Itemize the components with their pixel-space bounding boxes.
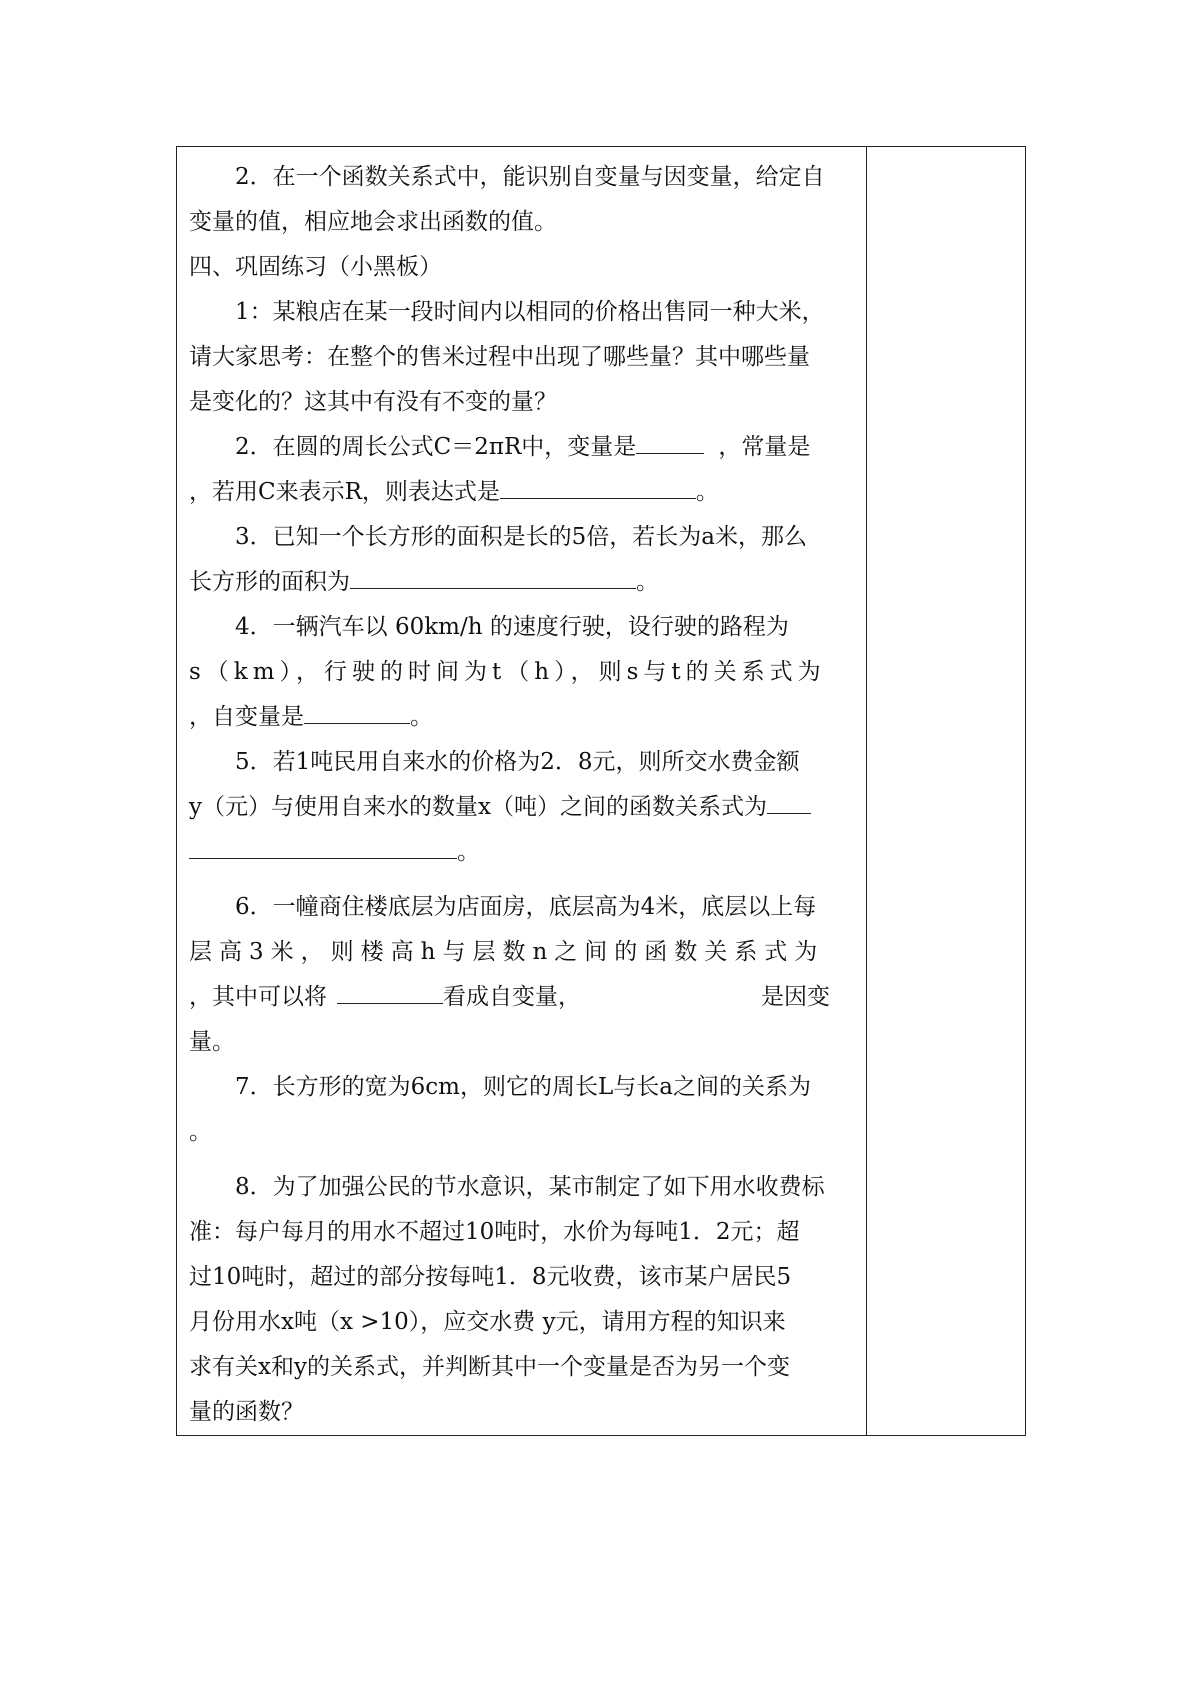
text-line: 2．在一个函数关系式中，能识别自变量与因变量，给定自 xyxy=(235,164,825,190)
question-3-text: 。 xyxy=(636,569,659,595)
question-8-line: 准：每户每月的用水不超过10吨时，水价为每吨1．2元；超 xyxy=(189,1219,800,1245)
answer-blank xyxy=(304,699,410,724)
main-cell xyxy=(189,155,859,1435)
question-8-line: 过10吨时，超过的部分按每吨1．8元收费，该市某户居民5 xyxy=(189,1264,792,1290)
question-4-line xyxy=(189,695,859,740)
question-5-line xyxy=(189,785,859,830)
question-6-text: 是因变 xyxy=(761,984,830,1010)
question-1-line: 1：某粮店在某一段时间内以相同的价格出售同一种大米， xyxy=(235,299,825,325)
question-5-text: y（元）与使用自来水的数量x（吨）之间的函数关系式为 xyxy=(189,794,767,820)
question-2-text: ，若用C来表示R，则表达式是 xyxy=(189,479,500,505)
question-4-line: s（km），行驶的时间为t（h），则s与t的关系式为 xyxy=(189,659,826,685)
answer-blank xyxy=(767,789,811,814)
question-6-line xyxy=(189,975,859,1020)
question-4-line: 4．一辆汽车以 60km/h 的速度行驶，设行驶的路程为 xyxy=(235,614,789,640)
question-5-line xyxy=(189,830,859,875)
column-divider xyxy=(866,147,867,1435)
answer-blank xyxy=(636,429,704,454)
question-6-text: 看成自变量， xyxy=(443,984,581,1010)
question-3-line xyxy=(189,560,859,605)
question-7-line: 。 xyxy=(189,1119,212,1145)
question-2-text: 。 xyxy=(695,479,719,505)
question-7-line: 7．长方形的宽为6cm，则它的周长L与长a之间的关系为 xyxy=(235,1074,811,1100)
question-8-line: 量的函数？ xyxy=(189,1399,304,1425)
question-3-text: 长方形的面积为 xyxy=(189,569,350,595)
question-5-text: 。 xyxy=(457,839,480,865)
text-line: 变量的值，相应地会求出函数的值。 xyxy=(189,209,557,235)
question-6-line: 量。 xyxy=(189,1029,235,1055)
answer-blank xyxy=(350,564,636,589)
question-8-line: 月份用水x吨（x >10），应交水费 y元，请用方程的知识来 xyxy=(189,1309,786,1335)
question-2-text: ，常量是 xyxy=(718,434,811,460)
question-8-line: 求有关x和y的关系式，并判断其中一个变量是否为另一个变 xyxy=(189,1354,790,1380)
question-2-line xyxy=(189,425,859,470)
question-6-line: 层高3米，则楼高h与层数n之间的函数关系式为 xyxy=(189,939,825,965)
question-1-line: 请大家思考：在整个的售米过程中出现了哪些量？其中哪些量 xyxy=(189,344,810,370)
notes-cell xyxy=(868,147,1025,1435)
question-8-line: 8．为了加强公民的节水意识，某市制定了如下用水收费标 xyxy=(235,1174,825,1200)
section-heading: 四、巩固练习（小黑板） xyxy=(189,254,442,280)
answer-blank xyxy=(189,834,457,859)
answer-blank xyxy=(337,979,443,1004)
question-4-text: ，自变量是 xyxy=(189,704,304,730)
question-6-line: 6．一幢商住楼底层为店面房，底层高为4米，底层以上每 xyxy=(235,894,817,920)
question-1-line: 是变化的？这其中有没有不变的量？ xyxy=(189,389,557,415)
question-5-line: 5．若1吨民用自来水的价格为2．8元，则所交水费金额 xyxy=(235,749,800,775)
question-2-line xyxy=(189,470,859,515)
answer-blank xyxy=(500,474,696,499)
question-3-line: 3．已知一个长方形的面积是长的5倍，若长为a米，那么 xyxy=(235,524,807,550)
lesson-table xyxy=(176,146,1026,1436)
question-2-text: 2．在圆的周长公式C＝2πR中，变量是 xyxy=(235,434,637,460)
question-4-text: 。 xyxy=(410,704,433,730)
question-6-text: ，其中可以将 xyxy=(189,984,327,1010)
